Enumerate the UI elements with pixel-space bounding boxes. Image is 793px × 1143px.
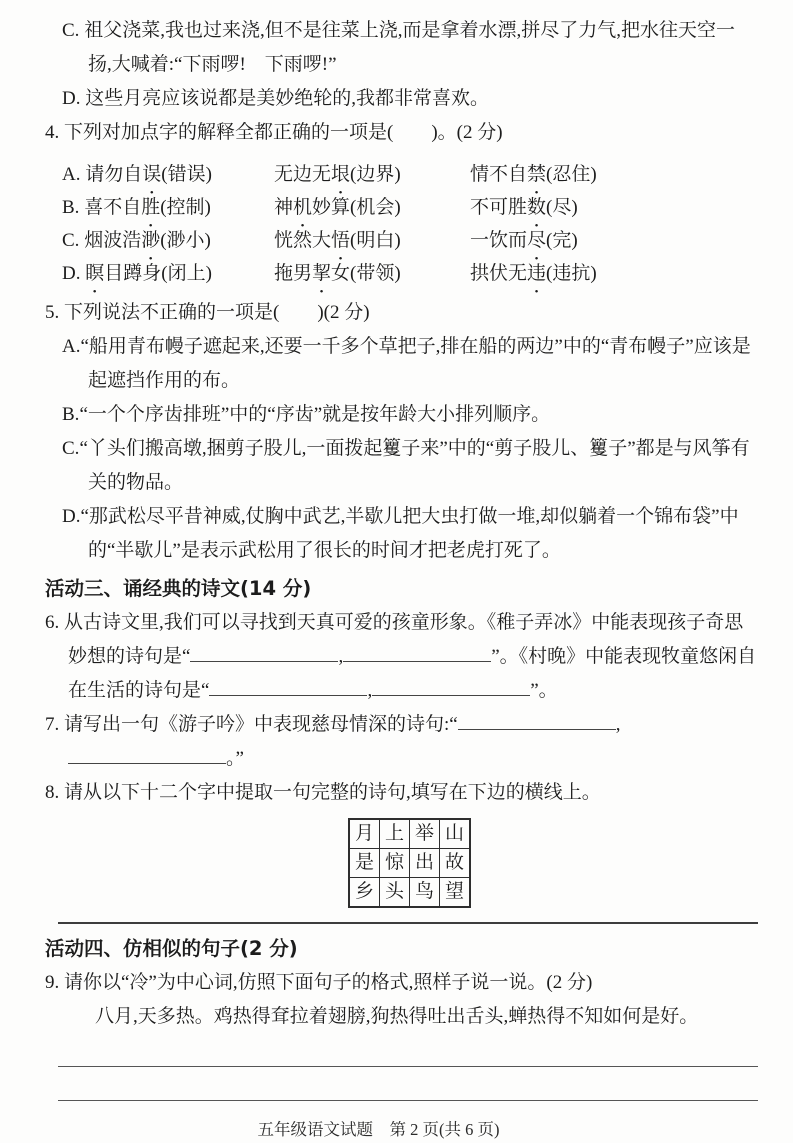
q7-lead: 请写出一句《游子吟》中表现慈母情深的诗句:“ [64,714,458,735]
q6-segment-1: 从古诗文里,我们可以寻找到天真可爱的孩童形象。《稚子弄冰》中能表现孩子奇思妙想的诗句是“ [64,612,744,667]
question-9-number: 9. [45,972,60,993]
question-6 [0,606,757,708]
dotted-char: 瞑 [85,263,105,284]
question-9-stem [0,966,757,1000]
q7-end: 。” [226,748,244,769]
question-5-number: 5. [45,302,60,323]
q5-d-text: “那武松尽平昔神威,仗胸中武艺,半歇儿把大虫打做一堆,却似躺着一个锦布袋”中的“半歇儿”是表示武松用了很长的时间才把老虎打死了。 [80,506,739,561]
dotted-char: 禁 [527,164,547,185]
dotted-char: 挈 [312,263,332,284]
answer-blank [343,642,491,662]
q5-d-label: D. [62,506,81,527]
q5-option-b [0,398,757,432]
q4-b-phrase-3 [470,191,757,224]
q4-b-phrase-1 [62,191,274,224]
question-6-number: 6. [45,612,60,633]
option-c [0,14,757,82]
phrase-pre: 恍然大 [274,230,332,251]
grid-cell: 出 [410,849,440,878]
option-d-text: 这些月亮应该说都是美妙绝轮的,我都非常喜欢。 [85,88,489,109]
question-5-stem [0,296,757,330]
q5-b-text: “一个个序齿排班”中的“序齿”就是按年龄大小排列顺序。 [79,404,551,425]
phrase-pre: 拖男 [274,263,313,284]
phrase-pre: 喜不自 [84,197,142,218]
answer-blank [209,676,367,696]
q4-row-a [0,158,757,191]
q5-a-text: “船用青布幔子遮起来,还要一千多个草把子,排在船的两边”中的“青布幔子”应该是起遮挡作用的布。 [80,336,751,391]
option-d [0,82,757,116]
dotted-char: 数 [527,197,547,218]
question-8-stem [0,776,757,810]
q5-c-label: C. [62,438,80,459]
phrase-post: (完) [546,230,578,251]
phrase-pre: 请勿自 [85,164,143,185]
q4-b-phrase-2 [274,191,470,224]
option-d-label: D. [62,88,81,109]
q7-separator: , [615,714,621,735]
phrase-post: (尽) [546,197,578,218]
question-4-options [0,158,757,290]
page-footer: 五年级语文试题 第 2 页(共 6 页) [257,1120,500,1139]
q5-option-c [0,432,757,500]
grid-row [349,819,470,849]
dotted-char: 悟 [331,230,351,251]
q4-c-phrase-3 [470,224,757,257]
q6-end: ”。 [530,680,558,701]
question-4-stem [0,116,757,150]
grid-cell: 鸟 [410,878,440,908]
question-7-number: 7. [45,714,60,735]
option-c-text: 祖父浇菜,我也过来浇,但不是往菜上浇,而是拿着水漂,拼尽了力气,把水往天空一扬,大喊着:“下雨啰! 下雨啰!” [84,20,735,75]
phrase-pre: 一饮而 [470,230,528,251]
q6-separator-1: , [338,646,344,667]
q4-row-c [0,224,757,257]
q4-c-label: C. [62,230,80,251]
question-4-text: 下列对加点字的解释全都正确的一项是( )。(2 分) [64,122,503,143]
grid-cell: 望 [440,878,471,908]
question-8-text: 请从以下十二个字中提取一句完整的诗句,填写在下边的横线上。 [64,782,601,803]
q8-character-grid [348,818,471,908]
phrase-pre: 情不自 [470,164,528,185]
question-4-number: 4. [45,122,60,143]
dotted-char: 垠 [331,164,351,185]
answer-blank [190,642,338,662]
q9-example-sentence: 八月,天多热。鸡热得耷拉着翅膀,狗热得吐出舌头,蝉热得不知如何是好。 [95,1006,699,1027]
section-divider-line [58,922,758,924]
question-9-text: 请你以“冷”为中心词,仿照下面句子的格式,照样子说一说。(2 分) [64,972,593,993]
dotted-char: 渺 [141,230,161,251]
phrase-post: (渺小) [160,230,211,251]
phrase-post: (明白) [350,230,401,251]
phrase-post: (违抗) [546,263,597,284]
phrase-post: 妙算(机会) [312,197,401,218]
grid-row [349,878,470,908]
phrase-post: (错误) [161,164,212,185]
phrase-pre: 无边无 [274,164,332,185]
grid-cell: 故 [440,849,471,878]
grid-cell: 山 [440,819,471,849]
phrase-post: 女(带领) [331,263,401,284]
q6-separator-2: , [367,680,373,701]
q5-a-label: A. [62,336,81,357]
dotted-char: 误 [142,164,162,185]
question-8-number: 8. [45,782,60,803]
phrase-pre: 烟波浩 [84,230,142,251]
q4-d-phrase-3 [470,257,757,290]
q4-row-b [0,191,757,224]
grid-cell: 月 [349,819,380,849]
q4-a-label: A. [62,164,81,185]
grid-cell: 举 [410,819,440,849]
q4-d-label: D. [62,263,81,284]
grid-cell: 头 [380,878,410,908]
phrase-post: (控制) [160,197,211,218]
q4-b-label: B. [62,197,80,218]
q4-a-phrase-3 [470,158,757,191]
option-c-label: C. [62,20,80,41]
grid-cell: 乡 [349,878,380,908]
phrase-post: 目蹲身(闭上) [104,263,212,284]
answer-writing-line [58,1100,758,1101]
grid-cell: 上 [380,819,410,849]
q4-d-phrase-2 [274,257,470,290]
answer-blank [68,744,226,764]
section-3-title: 活动三、诵经典的诗文(14 分) [45,577,312,600]
q6-segment-2: ”。《村晚》中能表现牧童悠闲自在生活的诗句是“ [68,646,757,701]
phrase-pre: 神 [274,197,294,218]
q5-c-text: “丫头们搬高墩,捆剪子股儿,一面拨起籰子来”中的“剪子股儿、籰子”都是与风筝有关的物品。 [79,438,750,493]
phrase-pre: 不可胜 [470,197,528,218]
q4-a-phrase-2 [274,158,470,191]
q4-c-phrase-1 [62,224,274,257]
q4-a-phrase-1 [62,158,274,191]
question-7 [0,708,757,776]
q4-row-d [0,257,757,290]
phrase-pre: 拱伏无 [470,263,528,284]
answer-writing-line [58,1066,758,1067]
phrase-post: (忍住) [546,164,597,185]
grid-cell: 是 [349,849,380,878]
dotted-char: 违 [527,263,547,284]
grid-row [349,849,470,878]
answer-blank [372,676,530,696]
dotted-char: 机 [293,197,313,218]
section-4-title: 活动四、仿相似的句子(2 分) [45,937,298,960]
phrase-post: (边界) [350,164,401,185]
q4-d-phrase-1 [62,257,274,290]
q5-b-label: B. [62,404,80,425]
grid-cell: 惊 [380,849,410,878]
q5-option-d [0,500,757,568]
dotted-char: 尽 [527,230,547,251]
answer-blank [458,710,616,730]
q5-option-a [0,330,757,398]
dotted-char: 胜 [141,197,161,218]
question-5-text: 下列说法不正确的一项是( )(2 分) [64,302,370,323]
